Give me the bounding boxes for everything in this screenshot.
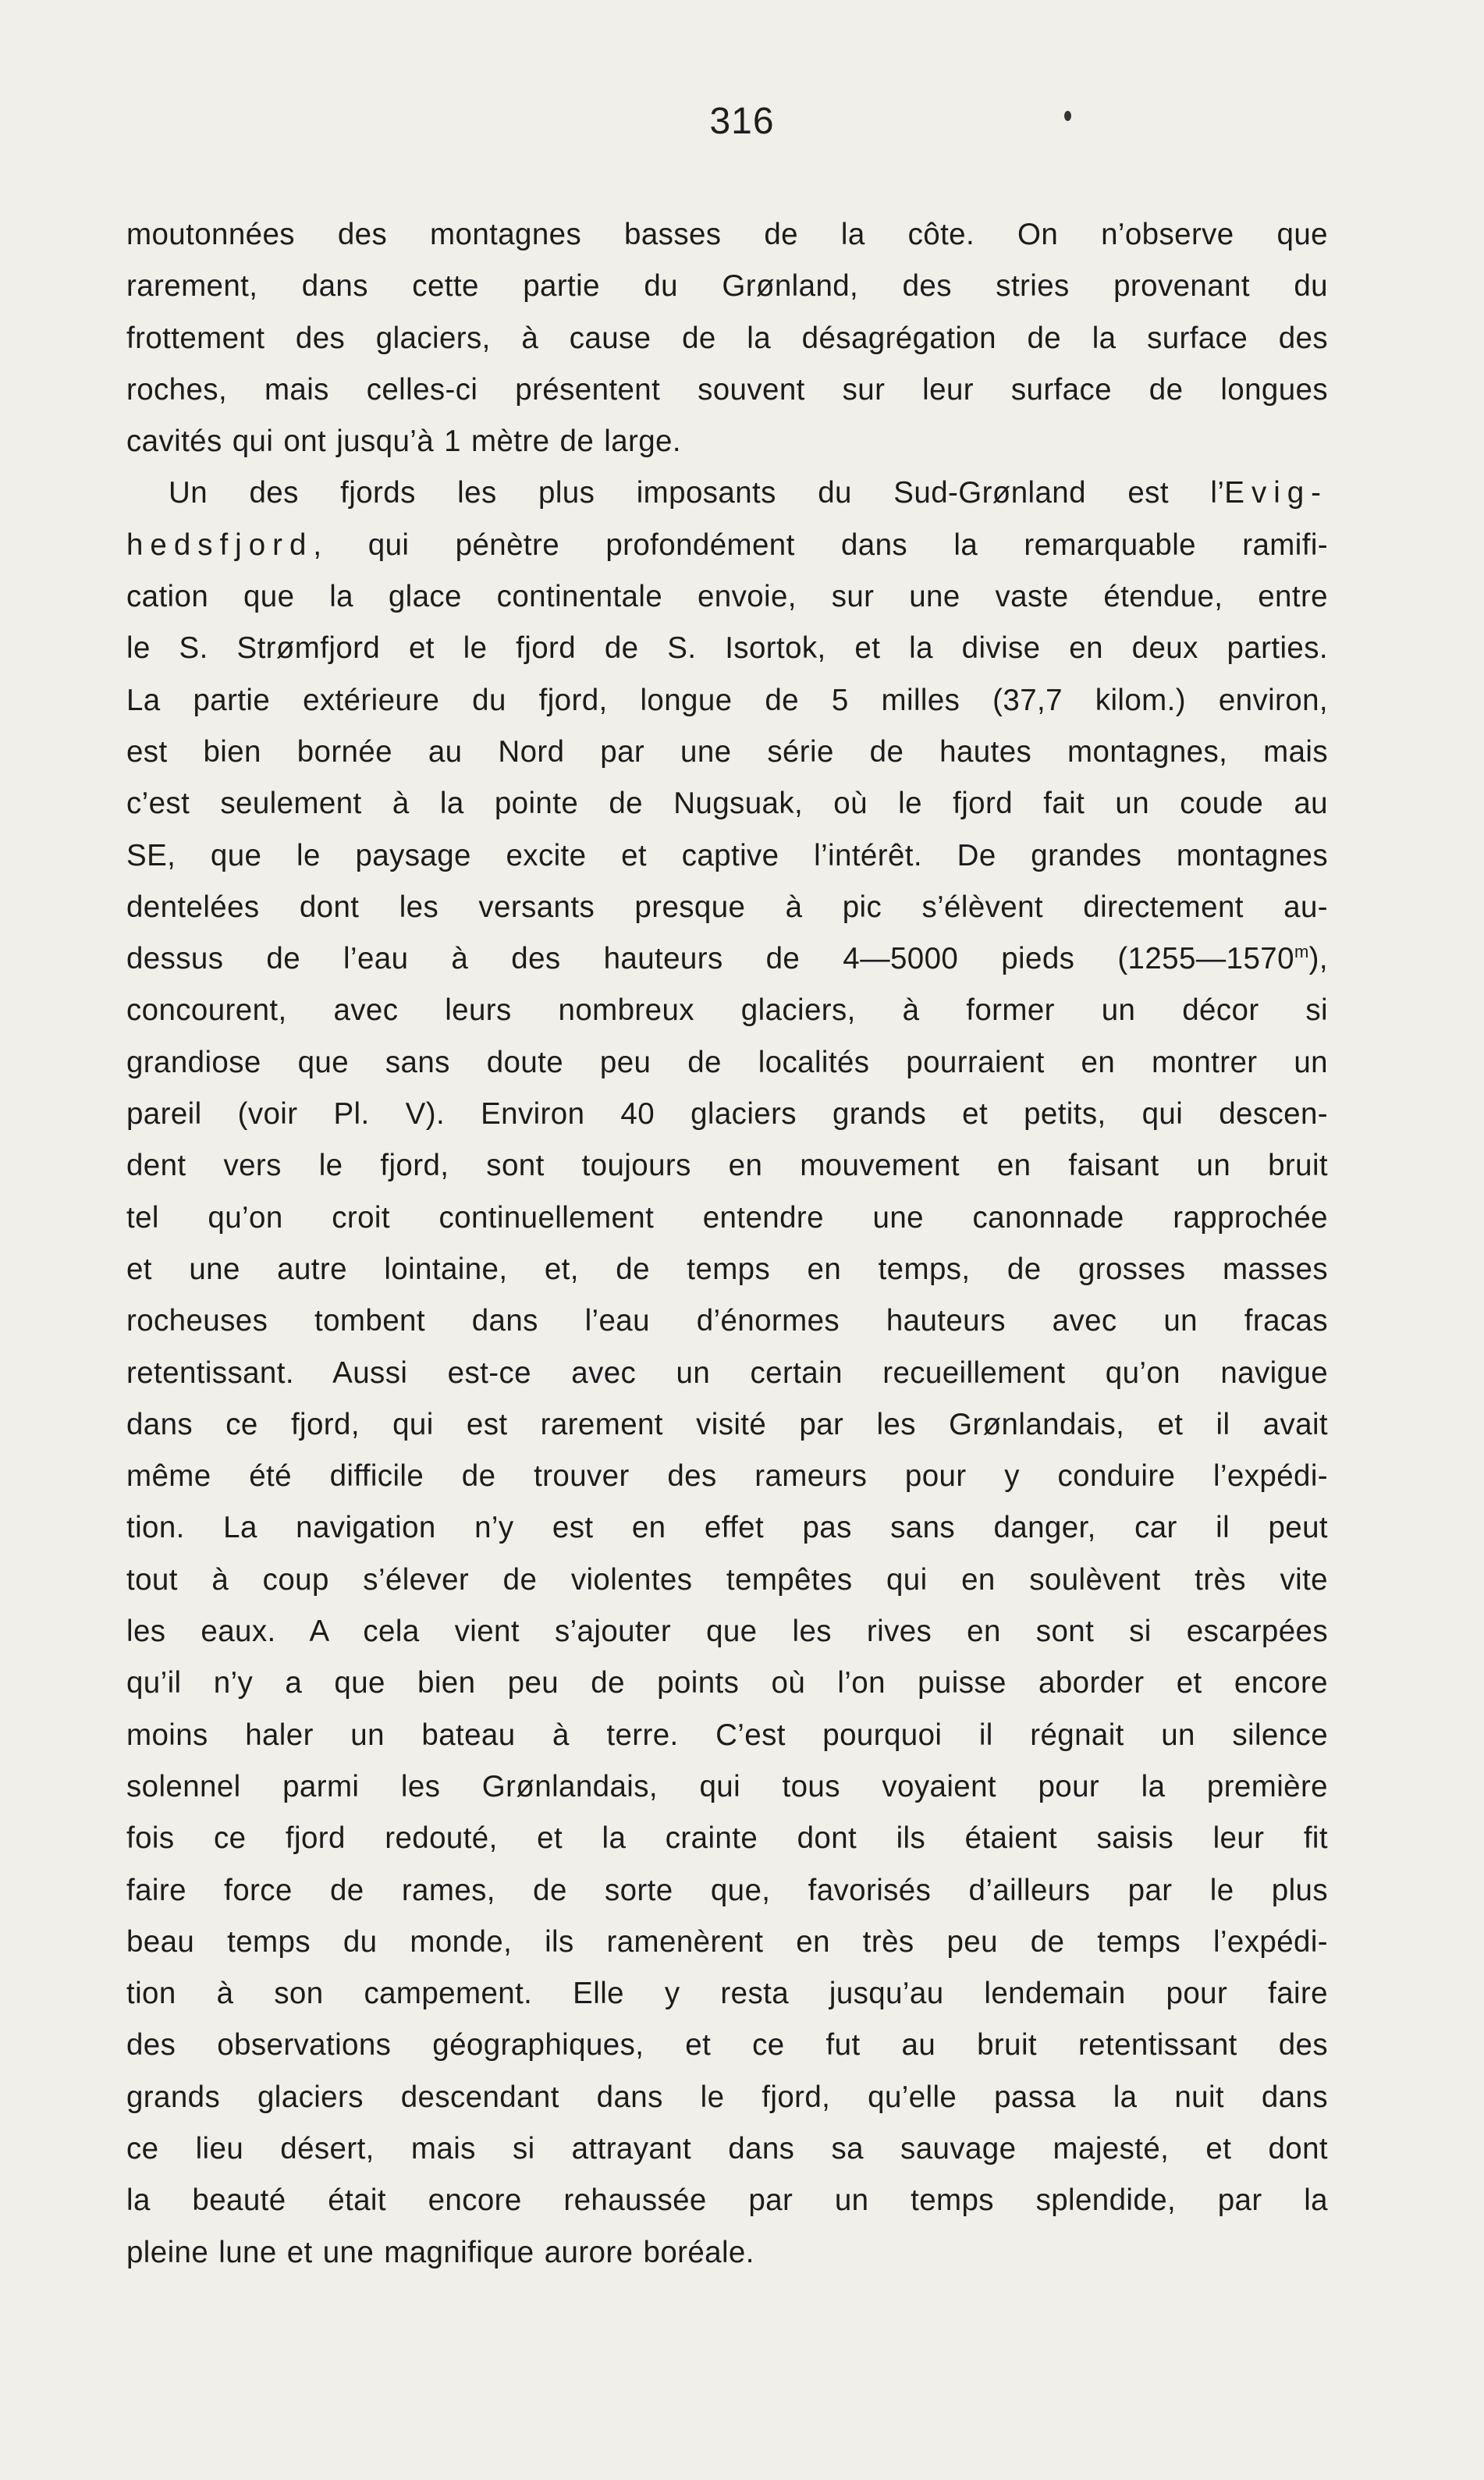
text-line: dessus de l’eau à des hauteurs de 4—5000 pieds (1255—1570$^m$), [126,942,1328,976]
text-line: retentissant. Aussi est-ce avec un certain recueillement qu’on navigue [126,1355,1328,1390]
text-line: cavités qui ont jusqu’à 1 mètre de large. [126,425,681,459]
text-line: est bien bornée au Nord par une série de hautes montagnes, mais [126,734,1328,769]
text-line: pareil (voir Pl. V). Environ 40 glaciers grands et petits, qui descen- [126,1097,1328,1132]
text-line: tout à coup s’élever de violentes tempêtes qui en soulèvent très vite [126,1562,1328,1597]
text-line: et une autre lointaine, et, de temps en temps, de grosses masses [126,1252,1328,1286]
text-line: les eaux. A cela vient s’ajouter que les rives en sont si escarpées [126,1615,1328,1649]
print-speck [1064,111,1071,121]
text-line: moutonnées des montagnes basses de la côte. On n’observe que [126,218,1328,251]
text-line: la beauté était encore rehaussée par un temps splendide, par la [126,2183,1328,2218]
text-line: des observations géographiques, et ce fut au bruit retentissant des [126,2028,1328,2063]
text-line: le S. Strømfjord et le fjord de S. Isortok, et la divise en deux parties. [126,631,1328,666]
text-line: qu’il n’y a que bien peu de points où l’on puisse aborder et encore [126,1666,1328,1700]
text-line: dentelées dont les versants presque à pic s’élèvent directement au- [126,890,1328,924]
text-line: roches, mais celles-ci présentent souvent sur leur surface de longues [126,372,1328,407]
text-line: SE, que le paysage excite et captive l’intérêt. De grandes montagnes [126,838,1328,872]
text-line: beau temps du monde, ils ramenèrent en très peu de temps l’expédi- [126,1924,1328,1959]
fjord-name-spaced: Evig- [1224,476,1328,510]
text-line: tion. La navigation n’y est en effet pas sans danger, car il peut [126,1511,1328,1545]
text-line: Un des fjords les plus imposants du Sud-Grønland est l’Evig- [169,476,1328,510]
text-line: c’est seulement à la pointe de Nugsuak, où le fjord fait un coude au [126,787,1328,821]
text-line: tel qu’on croit continuellement entendre une canonnade rapprochée [126,1200,1328,1235]
superscript-unit: m [1294,942,1309,962]
text-line: tion à son campement. Elle y resta jusqu’au lendemain pour faire [126,1977,1328,2011]
text-line: moins haler un bateau à terre. C’est pourquoi il régnait un silence [126,1718,1328,1752]
text-line: dent vers le fjord, sont toujours en mouvement en faisant un bruit [126,1149,1328,1183]
text-line: pleine lune et une magnifique aurore boréale. [126,2235,754,2269]
text-line: frottement des glaciers, à cause de la désagrégation de la surface des [126,321,1328,355]
text-line: rarement, dans cette partie du Grønland, des stries provenant du [126,269,1328,304]
text-line: rocheuses tombent dans l’eau d’énormes hauteurs avec un fracas [126,1304,1328,1338]
text-line: concourent, avec leurs nombreux glaciers, à former un décor si [126,993,1328,1028]
body-text [126,209,1328,2279]
text-line: solennel parmi les Grønlandais, qui tous voyaient pour la première [126,1769,1328,1803]
text-line: grands glaciers descendant dans le fjord, qu’elle passa la nuit dans [126,2080,1328,2114]
fjord-name-spaced: hedsfjord [126,528,314,562]
text-line: hedsfjord, qui pénètre profondément dans la remarquable ramifi- [126,528,1328,562]
text-line: même été difficile de trouver des rameurs pour y conduire l’expédi- [126,1459,1328,1494]
page-number: 316 [709,101,775,142]
text-line: cation que la glace continentale envoie, sur une vaste étendue, entre [126,580,1328,614]
text-line: fois ce fjord redouté, et la crainte dont ils étaient saisis leur fit [126,1821,1328,1856]
text-line: grandiose que sans doute peu de localités pourraient en montrer un [126,1045,1328,1079]
text-line: dans ce fjord, qui est rarement visité par les Grønlandais, et il avait [126,1407,1328,1441]
text-line: La partie extérieure du fjord, longue de 5 milles (37,7 kilom.) environ, [126,683,1328,717]
text-line: faire force de rames, de sorte que, favorisés d’ailleurs par le plus [126,1873,1328,1907]
text-line: ce lieu désert, mais si attrayant dans sa sauvage majesté, et dont [126,2131,1328,2166]
